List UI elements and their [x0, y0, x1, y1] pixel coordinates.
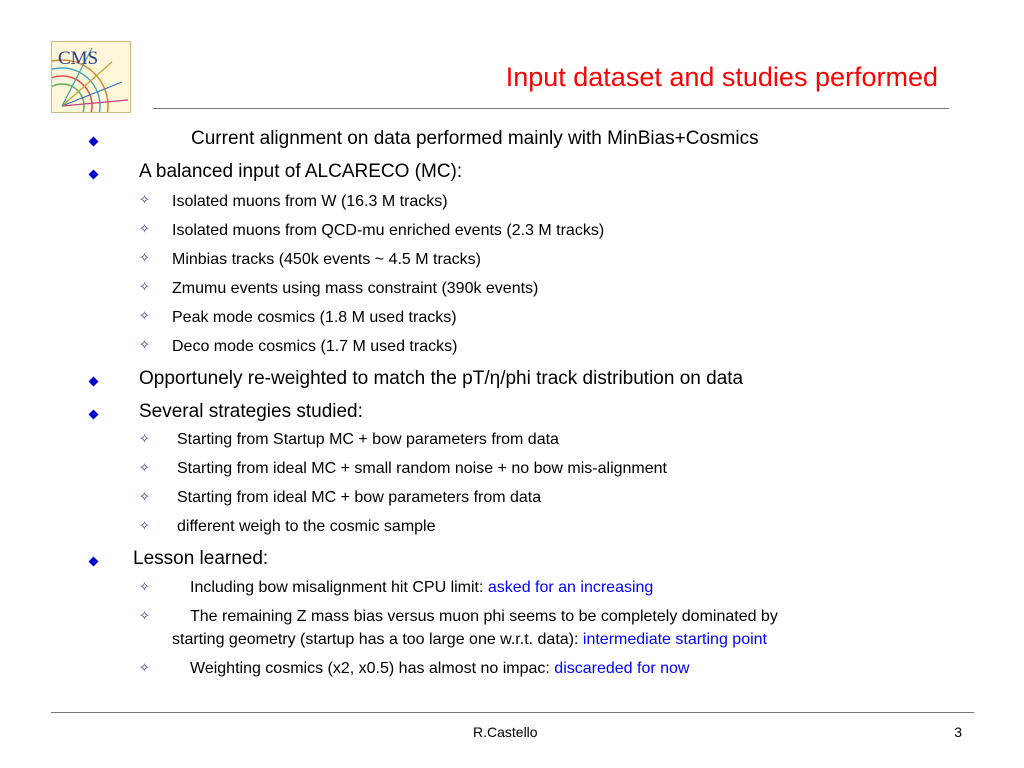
four-point-star-bullet-icon: ✧: [139, 222, 150, 237]
cms-logo: [51, 41, 131, 113]
cms-logo-text: CMS: [58, 48, 99, 69]
diamond-bullet-icon: [89, 377, 99, 387]
diamond-bullet-icon: [89, 137, 99, 147]
four-point-star-bullet-icon: ✧: [139, 609, 150, 624]
sub-item-text: Including bow misalignment hit CPU limit:: [190, 579, 488, 596]
sub-item-z-mass-bias-cont: [172, 631, 767, 649]
sub-item-ideal-mc-bow: Starting from ideal MC + bow parameters from data: [177, 489, 542, 506]
bullet-strategies: Several strategies studied:: [139, 401, 363, 422]
sub-item-isolated-muons-qcd: Isolated muons from QCD-mu enriched events (2.3 M tracks): [172, 222, 605, 239]
sub-item-text: starting geometry (startup has a too large one w.r.t. data):: [172, 631, 583, 648]
four-point-star-bullet-icon: ✧: [139, 661, 150, 676]
four-point-star-bullet-icon: ✧: [139, 519, 150, 534]
four-point-star-bullet-icon: ✧: [139, 432, 150, 447]
four-point-star-bullet-icon: ✧: [139, 309, 150, 324]
footer-author: R.Castello: [473, 724, 538, 740]
four-point-star-bullet-icon: ✧: [139, 338, 150, 353]
sub-item-startup-mc: Starting from Startup MC + bow parameters from data: [177, 431, 559, 448]
diamond-bullet-icon: [89, 557, 99, 567]
four-point-star-bullet-icon: ✧: [139, 193, 150, 208]
bullet-balanced-input: A balanced input of ALCARECO (MC):: [139, 161, 463, 182]
sub-item-z-mass-bias: The remaining Z mass bias versus muon phi seems to be completely dominated by: [190, 608, 778, 625]
bullet-lesson-learned: Lesson learned:: [133, 548, 269, 569]
bullet-reweighted: Opportunely re-weighted to match the pT/η/phi track distribution on data: [139, 368, 744, 389]
sub-item-cosmic-weigh: different weigh to the cosmic sample: [177, 518, 436, 535]
footer-divider: [51, 712, 974, 713]
title-divider: [153, 108, 949, 109]
highlight-text: asked for an increasing: [487, 579, 654, 596]
sub-item-bow-misalignment: [190, 579, 653, 597]
bullet-current-alignment: Current alignment on data performed mainly with MinBias+Cosmics: [191, 128, 759, 149]
sub-item-ideal-mc-noise: Starting from ideal MC + small random noise + no bow mis-alignment: [177, 460, 667, 477]
four-point-star-bullet-icon: ✧: [139, 251, 150, 266]
highlight-text: discareded for now: [554, 660, 690, 677]
four-point-star-bullet-icon: ✧: [139, 280, 150, 295]
sub-item-minbias-tracks: Minbias tracks (450k events ~ 4.5 M tracks): [172, 251, 481, 268]
four-point-star-bullet-icon: ✧: [139, 490, 150, 505]
highlight-text: intermediate starting point: [582, 631, 767, 648]
slide-title: Input dataset and studies performed: [505, 62, 938, 92]
sub-item-weighting-cosmics: [190, 660, 689, 678]
sub-item-deco-mode-cosmics: Deco mode cosmics (1.7 M used tracks): [172, 338, 458, 355]
page-number: 3: [954, 724, 962, 740]
sub-item-text: Weighting cosmics (x2, x0.5) has almost no impac:: [190, 660, 555, 677]
sub-item-zmumu-events: Zmumu events using mass constraint (390k events): [172, 280, 539, 297]
sub-item-isolated-muons-w: Isolated muons from W (16.3 M tracks): [172, 193, 448, 210]
four-point-star-bullet-icon: ✧: [139, 461, 150, 476]
sub-item-peak-mode-cosmics: Peak mode cosmics (1.8 M used tracks): [172, 309, 457, 326]
diamond-bullet-icon: [89, 410, 99, 420]
four-point-star-bullet-icon: ✧: [139, 580, 150, 595]
diamond-bullet-icon: [89, 170, 99, 180]
